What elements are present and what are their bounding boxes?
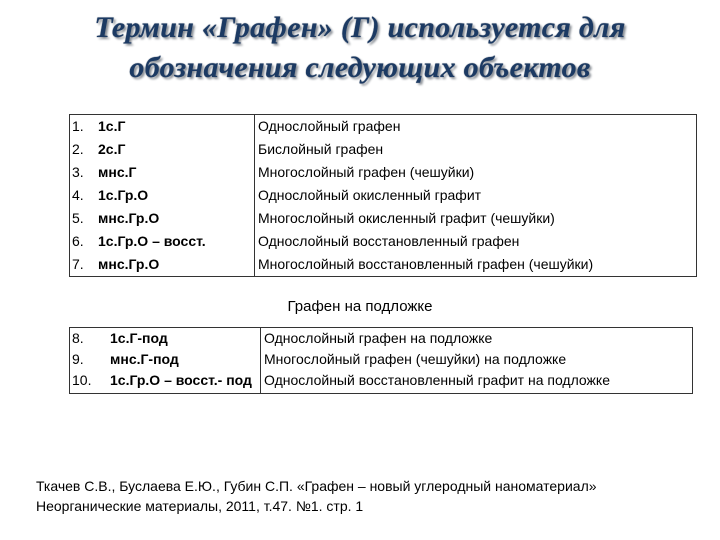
row-description: Многослойный окисленный графит (чешуйки) (255, 207, 697, 230)
table-row (70, 328, 693, 350)
row-code: 1с.Г (98, 115, 255, 139)
table-row (70, 161, 697, 184)
citation-line-2: Неорганические материалы, 2011, т.47. №1. стр. 1 (36, 498, 364, 514)
row-code: мнс.Гр.О (98, 253, 255, 277)
title-line-1: Термин «Графен» (Г) используется для (94, 11, 626, 44)
table-row (70, 115, 697, 139)
row-number: 1. (70, 115, 99, 139)
row-description: Однослойный графен (255, 115, 697, 139)
substrate-subheading: Графен на подложке (287, 298, 433, 315)
row-code: мнс.Г (98, 161, 255, 184)
row-number: 9. (70, 349, 103, 370)
row-description: Многослойный восстановленный графен (чешуйки) (255, 253, 697, 277)
row-code: 2с.Г (98, 138, 255, 161)
row-code: 1с.Гр.О – восст. (98, 230, 255, 253)
row-description: Многослойный графен (чешуйки) (255, 161, 697, 184)
row-number: 8. (70, 328, 103, 350)
row-code: мнс.Гр.О (98, 207, 255, 230)
substrate-terms-table (69, 327, 693, 394)
row-number: 4. (70, 184, 99, 207)
citation (36, 476, 696, 516)
table-row (70, 230, 697, 253)
row-description: Однослойный окисленный графит (255, 184, 697, 207)
row-number: 6. (70, 230, 99, 253)
row-number: 2. (70, 138, 99, 161)
row-code: 1с.Гр.О – восст.- под (102, 370, 261, 394)
table-row (70, 184, 697, 207)
table-row (70, 138, 697, 161)
row-description: Бислойный графен (255, 138, 697, 161)
row-description: Однослойный графен на подложке (261, 328, 693, 350)
table-row (70, 253, 697, 277)
row-code: 1с.Г-под (102, 328, 261, 350)
table-row (70, 207, 697, 230)
row-number: 5. (70, 207, 99, 230)
table-row (70, 370, 693, 394)
slide-title (0, 8, 720, 88)
row-number: 3. (70, 161, 99, 184)
graphene-terms-table (69, 114, 697, 277)
citation-line-1: Ткачев С.В., Буслаева Е.Ю., Губин С.П. «Графен – новый углеродный наноматериал» (36, 478, 597, 494)
row-code: 1с.Гр.О (98, 184, 255, 207)
row-number: 7. (70, 253, 99, 277)
row-description: Многослойный графен (чешуйки) на подложке (261, 349, 693, 370)
table-row (70, 349, 693, 370)
row-code: мнс.Г-под (102, 349, 261, 370)
row-description: Однослойный восстановленный графен (255, 230, 697, 253)
row-description: Однослойный восстановленный графит на подложке (261, 370, 693, 394)
row-number: 10. (70, 370, 103, 394)
title-line-2: обозначения следующих объектов (129, 51, 591, 84)
